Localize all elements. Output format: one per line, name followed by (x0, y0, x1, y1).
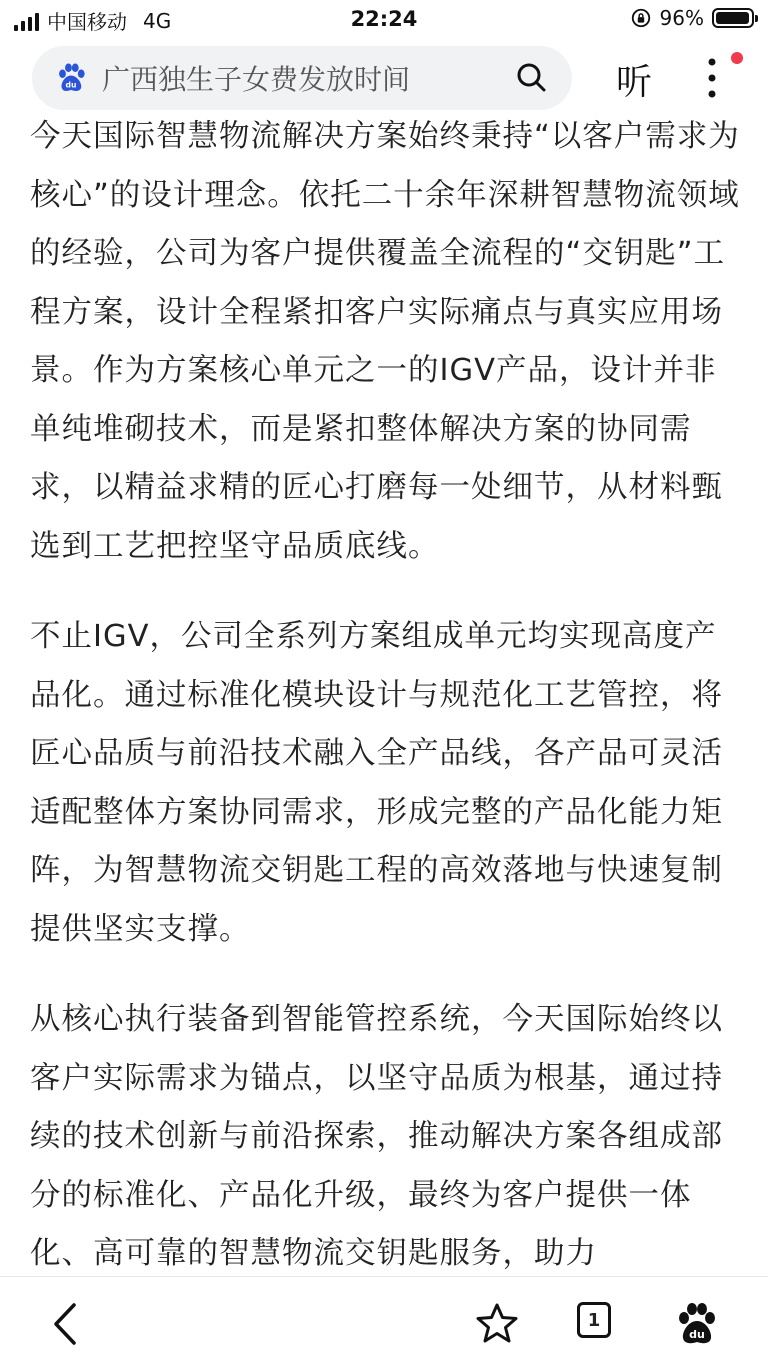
battery-icon (712, 8, 754, 28)
rotation-lock-icon (630, 7, 652, 29)
article-paragraph-3: 从核心执行装备到智能管控系统，今天国际始终以客户实际需求为锚点，以坚守品质为根基，通过持续的技术创新与前沿探索，推动解决方案各组成部分的标准化、产品化升级，最终为客户提供一体化、高可靠的智慧物流交钥匙服务，助力 (30, 1002, 723, 1271)
svg-text:du: du (689, 1328, 705, 1341)
favorite-star-icon[interactable] (472, 1299, 522, 1349)
more-options-icon[interactable] (700, 52, 724, 104)
status-bar (0, 0, 768, 40)
article-body (30, 108, 742, 1276)
notification-dot (731, 52, 743, 64)
search-icon[interactable] (514, 60, 550, 96)
article-paragraph-1: 今天国际智慧物流解决方案始终秉持“以客户需求为核心”的设计理念。依托二十余年深耕智慧物流领域的经验，公司为客户提供覆盖全流程的“交钥匙”工程方案，设计全程紧扣客户实际痛点与真实应用场景。作为方案核心单元之一的IGV产品，设计并非单纯堆砌技术，而是紧扣整体解决方案的协同需求，以精益求精的匠心打磨每一处细节，从材料甄选到工艺把控坚守品质底线。 (30, 119, 740, 564)
back-icon[interactable] (42, 1299, 92, 1349)
baidu-paw-icon (54, 61, 88, 95)
battery-fill (716, 12, 749, 24)
status-right (630, 6, 754, 30)
bottom-toolbar (0, 1276, 768, 1367)
carrier-label: 中国移动 (47, 10, 127, 34)
status-time: 22:24 (350, 7, 418, 31)
battery-percent: 96% (659, 6, 704, 30)
svg-text:du: du (65, 80, 77, 90)
tab-count-button[interactable]: 1 (577, 1302, 611, 1338)
search-bar[interactable] (32, 46, 572, 110)
listen-button[interactable]: 听 (616, 62, 653, 103)
article-paragraph-2: 不止IGV，公司全系列方案组成单元均实现高度产品化。通过标准化模块设计与规范化工艺管控，将匠心品质与前沿技术融入全产品线，各产品可灵活适配整体方案协同需求，形成完整的产品化能力矩阵，为智慧物流交钥匙工程的高效落地与快速复制提供坚实支撑。 (30, 619, 723, 947)
search-input[interactable] (100, 47, 514, 109)
network-label: 4G (143, 8, 172, 33)
baidu-home-icon[interactable] (672, 1299, 722, 1349)
